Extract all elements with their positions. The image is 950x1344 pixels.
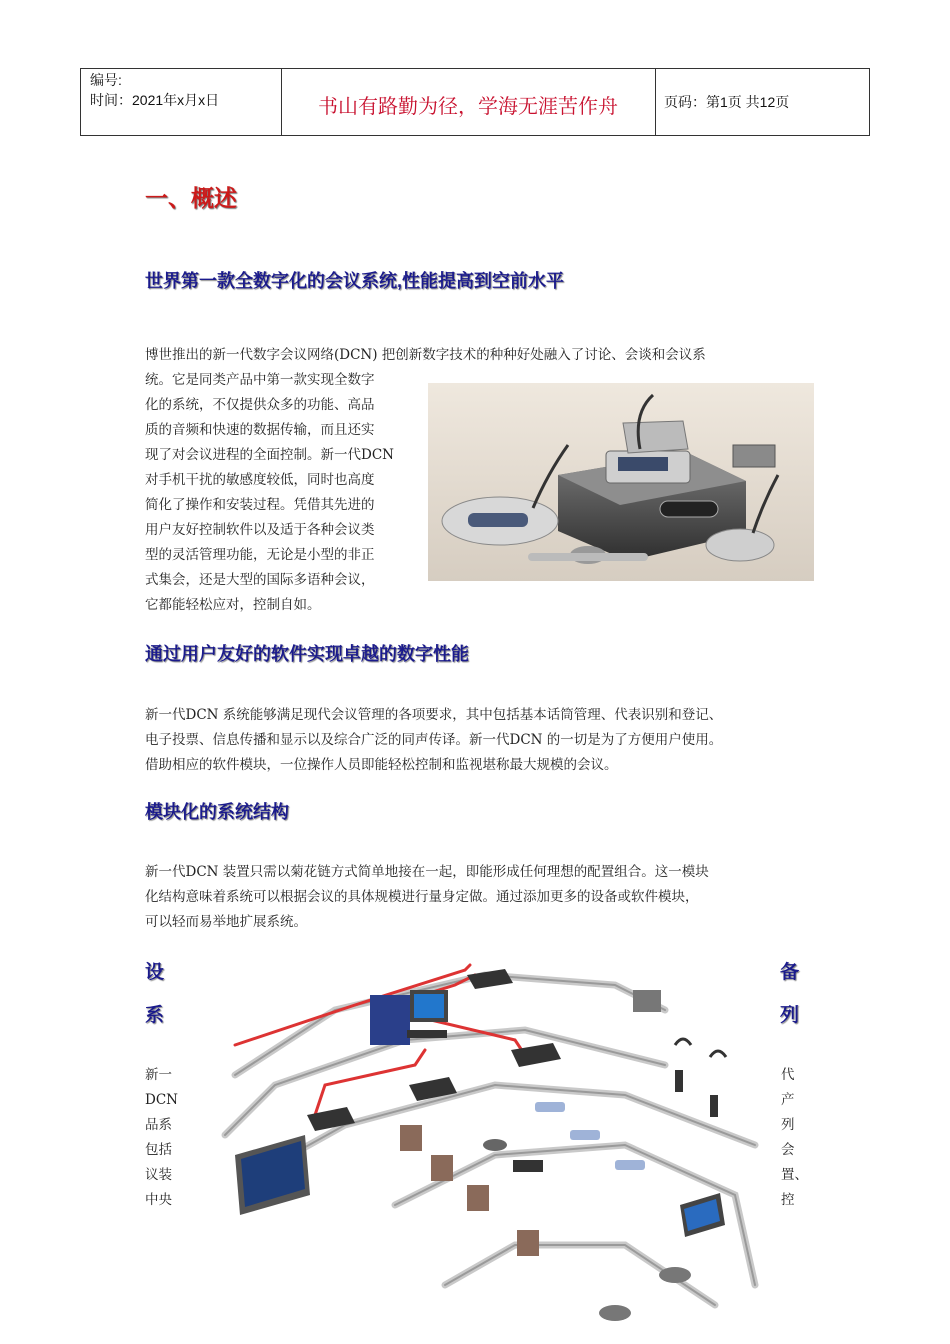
text-line: 质的音频和快速的数据传输，而且还实: [145, 422, 375, 438]
side-heading-right-2: 列: [780, 1005, 800, 1026]
text-line: 产: [781, 1092, 795, 1108]
header-divider: [869, 68, 870, 136]
number-label: 编号:: [90, 72, 122, 88]
text-line: 中央: [145, 1192, 172, 1208]
text-line: 它都能轻松应对，控制自如。: [145, 597, 321, 613]
text-line: 现了对会议进程的全面控制。新一代DCN: [145, 447, 394, 463]
text-line: 型的灵活管理功能，无论是小型的非正: [145, 547, 375, 563]
left-text-column: [145, 1063, 178, 1213]
text-line: 置、: [781, 1167, 808, 1183]
text-line: 包括: [145, 1142, 172, 1158]
paragraph-1-first-line: 博世推出的新一代数字会议网络(DCN) 把创新数字技术的种种好处融入了讨论、会谈和会议系: [145, 347, 706, 363]
header-top-border: [80, 68, 870, 69]
text-line: 新一代DCN 装置只需以菊花链方式简单地接在一起，即能形成任何理想的配置组合。这一模块: [145, 864, 709, 880]
text-line: 统。它是同类产品中第一款实现全数字: [145, 372, 375, 388]
subheading-2: 通过用户友好的软件实现卓越的数字性能: [145, 644, 469, 664]
subheading-1: 世界第一款全数字化的会议系统,性能提高到空前水平: [145, 271, 564, 291]
header-bottom-border: [80, 135, 870, 136]
system-diagram: [195, 955, 775, 1344]
header-divider: [80, 68, 81, 136]
text-line: 对手机干扰的敏感度较低，同时也高度: [145, 472, 375, 488]
text-line: 电子投票、信息传播和显示以及综合广泛的同声传译。新一代DCN 的一切是为了方便用户使用。: [145, 732, 723, 748]
text-line: 化的系统，不仅提供众多的功能、高品: [145, 397, 375, 413]
text-line: 品系: [145, 1117, 172, 1133]
subheading-3: 模块化的系统结构: [145, 802, 289, 822]
text-line: DCN: [145, 1092, 178, 1108]
paragraph-3: [145, 860, 825, 935]
text-line: 简化了操作和安装过程。凭借其先进的: [145, 497, 375, 513]
paragraph-2: [145, 703, 825, 778]
text-line: 新一: [145, 1067, 172, 1083]
header-divider: [281, 68, 282, 136]
header-motto: 书山有路勤为径，学海无涯苦作舟: [318, 96, 618, 118]
text-line: 控: [781, 1192, 795, 1208]
text-line: 化结构意味着系统可以根据会议的具体规模进行量身定做。通过添加更多的设备或软件模块，: [145, 889, 699, 905]
text-line: 新一代DCN 系统能够满足现代会议管理的各项要求，其中包括基本话筒管理、代表识别和登记、: [145, 707, 723, 723]
side-heading-left-2: 系: [145, 1005, 165, 1026]
time-label: 时间：2021年x月x日: [90, 92, 220, 108]
text-line: 可以轻而易举地扩展系统。: [145, 914, 307, 930]
text-line: 式集会，还是大型的国际多语种会议，: [145, 572, 375, 588]
text-line: 借助相应的软件模块，一位操作人员即能轻松控制和监视堪称最大规模的会议。: [145, 757, 618, 773]
header-divider: [655, 68, 656, 136]
section-title: 一、概述: [145, 185, 237, 211]
text-line: 用户友好控制软件以及适于各种会议类: [145, 522, 375, 538]
text-line: 会: [781, 1142, 795, 1158]
right-text-column: [781, 1063, 808, 1213]
conference-equipment-photo: [428, 383, 814, 581]
text-line: 代: [781, 1067, 795, 1083]
page-info: 页码：第1页 共12页: [664, 94, 790, 110]
text-line: 列: [781, 1117, 795, 1133]
text-line: 议装: [145, 1167, 172, 1183]
side-heading-left-1: 设: [145, 962, 165, 983]
header-meta: [90, 70, 219, 110]
side-heading-right-1: 备: [780, 962, 800, 983]
paragraph-1-wrapped: [145, 368, 435, 618]
